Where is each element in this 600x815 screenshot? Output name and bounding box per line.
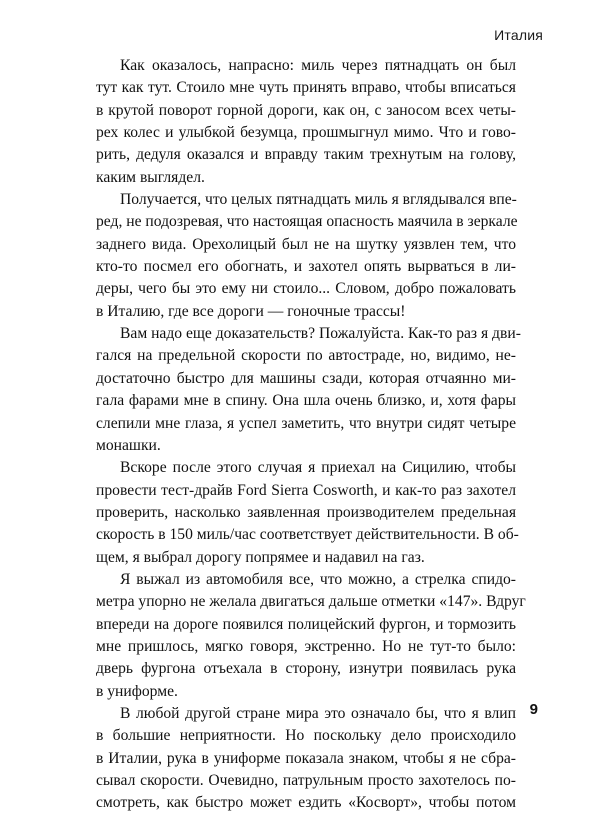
- text-line: Вскоре после этого случая я приехал на Сицилию, чтобы: [120, 459, 516, 477]
- text-line: смотреть, как быстро может ездить «Косворт», чтобы потом: [96, 794, 516, 812]
- paragraph: [96, 323, 521, 457]
- text-line: Я выжал из автомобиля все, что можно, а стрелка спидо-: [120, 570, 516, 588]
- text-line: ред, не подозревая, что настоящая опасность маячила в зеркале: [96, 213, 518, 231]
- text-line: в Италии, рука в униформе показала знаком, чтобы я не сбра-: [96, 749, 516, 767]
- text-line: Как оказалось, напрасно: миль через пятнадцать он был: [120, 57, 516, 74]
- text-line: щем, я выбрал дорогу попрямее и надавил на газ.: [96, 548, 425, 566]
- text-line: Вам надо еще доказательств? Пожалуйста. Как-то раз я дви-: [120, 325, 521, 343]
- body-text: [96, 55, 526, 815]
- text-line: в крутой поворот горной дороги, как он, с заносом всех четы-: [96, 101, 516, 119]
- text-line: в Италию, где все дороги — гоночные трассы!: [96, 302, 406, 320]
- page-number: 9: [529, 701, 538, 718]
- text-line: Получается, что целых пятнадцать миль я вглядывался впе-: [120, 191, 517, 209]
- text-line: скорость в 150 миль/час соответствует действительности. В об-: [96, 526, 519, 544]
- paragraph: [96, 457, 519, 569]
- running-header: Италия: [494, 27, 543, 43]
- paragraph: [96, 189, 516, 323]
- text-line: гался на предельной скорости по автостраде, но, видимо, не-: [96, 347, 516, 365]
- text-line: рех колес и улыбкой безумца, прошмыгнул мимо. Что и гово-: [96, 124, 516, 142]
- text-line: кто-то посмел его обогнать, и захотел опять вырваться в ли-: [96, 258, 516, 276]
- text-line: в большие неприятности. Но поскольку дело происходило: [96, 727, 516, 745]
- text-line: в униформе.: [96, 682, 178, 700]
- paragraph: [96, 55, 516, 189]
- text-line: слепили мне глаза, я успел заметить, что внутри сидят четыре: [96, 414, 516, 432]
- text-line: монашки.: [96, 436, 161, 454]
- text-line: дверь фургона отъехала в сторону, изнутри появилась рука: [96, 660, 516, 678]
- text-line: рить, дедуля оказался и вправду таким трехнутым на голову,: [96, 146, 516, 164]
- text-line: заднего вида. Орехолицый был не на шутку уязвлен тем, что: [96, 235, 516, 253]
- text-line: деры, чего бы это ему ни стоило... Словом, добро пожаловать: [96, 280, 516, 298]
- text-line: достаточно быстро для машины сзади, которая отчаянно ми-: [96, 369, 516, 387]
- text-line: впереди на дороге появился полицейский фургон, и тормозить: [96, 615, 516, 633]
- text-line: каким выглядел.: [96, 168, 205, 186]
- text-line: тут как тут. Стоило мне чуть принять вправо, чтобы вписаться: [96, 79, 516, 97]
- text-line: В любой другой стране мира это означало бы, что я влип: [120, 704, 516, 722]
- paragraph: [96, 569, 526, 703]
- text-line: проверить, насколько заявленная производителем предельная: [96, 503, 516, 521]
- text-line: сывал скорости. Очевидно, патрульным просто захотелось по-: [96, 772, 516, 789]
- text-line: метра упорно не желала двигаться дальше отметки «147». Вдруг: [96, 593, 526, 611]
- text-line: гала фарами мне в спину. Она шла очень близко, и, хотя фары: [96, 392, 516, 410]
- paragraph: [96, 703, 516, 815]
- text-line: мне пришлось, мягко говоря, экстренно. Но не тут-то было:: [96, 637, 516, 655]
- text-line: провести тест-драйв Ford Sierra Cosworth, и как-то раз захотел: [96, 481, 516, 499]
